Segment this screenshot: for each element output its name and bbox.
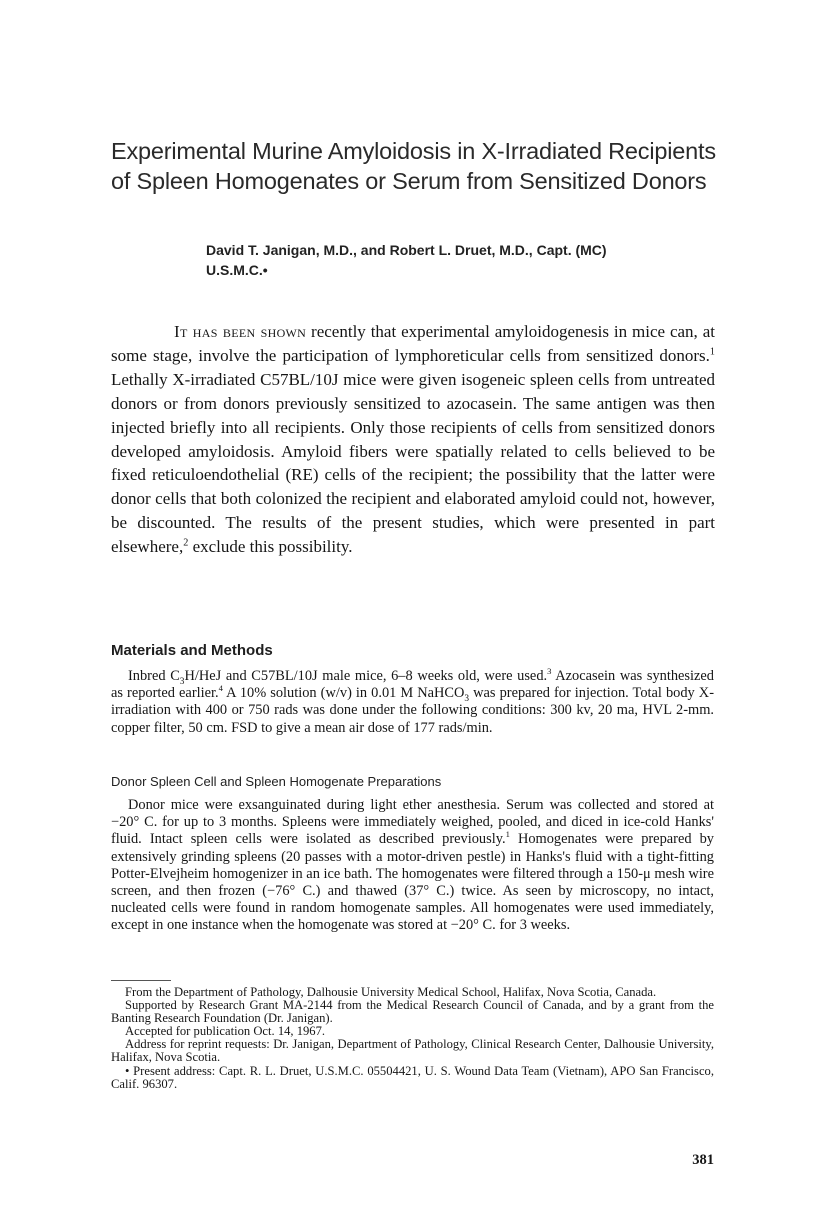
subscript: 3	[464, 694, 470, 705]
article-title: Experimental Murine Amyloidosis in X-Irradiated Recipients of Spleen Homogenates or Serum from Sensitized Donors	[111, 138, 716, 194]
preparations-text-2: Homogenates were prepared by extensively grinding spleens (20 passes with a motor-driven pestle) in Hanks's fluid with a tight-fitting Potter-Elvejheim homogenizer in an ice bath. The homogenates were filtered through a 150-μ mesh wire screen, and then frozen (−76° C.) and thawed (37° C.) twice. As seen by microscopy, no intact, nucleated cells were found in random homogenate samples. All homogenates were used immediately, except in one instance when the homogenate was stored at −20° C. for 3 weeks.	[111, 831, 714, 934]
page-number: 381	[692, 1152, 714, 1168]
materials-text-4: A 10% solution (w/v) in 0.01 M NaHCO	[222, 685, 465, 702]
preparations-text-1: Donor mice were exsanguinated during light ether anesthesia. Serum was collected and stored at −20° C. for up to 3 months. Spleens were immediately weighed, pooled, and diced in ice-cold Hanks' fluid. Intact spleen cells were isolated as described previously.	[111, 797, 714, 848]
materials-text-2: H/HeJ and C57BL/10J male mice, 6–8 weeks old, were used.	[184, 668, 548, 684]
footnote-reprints: Address for reprint requests: Dr. Janigan, Department of Pathology, Clinical Research Center, Dalhousie University, Halifax, Nova Scotia.	[111, 1037, 714, 1065]
preparations-paragraph	[111, 797, 714, 935]
materials-text-3: Azocasein was synthesized as reported earlier.	[111, 668, 714, 702]
footnote-affiliation: From the Department of Pathology, Dalhousie University Medical School, Halifax, Nova Scotia, Canada.	[125, 985, 657, 999]
authors-line-1: David T. Janigan, M.D., and Robert L. Druet, M.D., Capt. (MC)	[206, 242, 607, 258]
ref-marker: 3	[547, 666, 552, 677]
authors-line-2	[206, 260, 726, 280]
materials-text-1: Inbred C	[128, 668, 180, 684]
authors-affiliation: U.S.M.C.	[206, 262, 263, 278]
intro-lead-in: It has been shown	[174, 322, 307, 341]
subsection-heading-preparations: Donor Spleen Cell and Spleen Homogenate Preparations	[111, 774, 442, 789]
author-footnote-mark: •	[262, 262, 268, 278]
intro-text-2: Lethally X-irradiated C57BL/10J mice were given isogeneic spleen cells from untreated donors or from donors previously sensitized to azocasein. The same antigen was then injected briefly into all recipients. Only those recipients of cells from sensitized donors developed amyloidosis. Amyloid fibers were spatially related to cells believed to be fixed reticuloendothelial (RE) cells of the recipient; the possibility that the latter were donor cells that both colonized the recipient and elaborated amyloid could not, however, be discounted. The results of the present studies, which were presented in part elsewhere,	[111, 369, 715, 557]
footnote-divider	[111, 980, 171, 981]
section-heading-materials: Materials and Methods	[111, 642, 273, 659]
ref-marker: 2	[183, 537, 189, 549]
ref-marker: 1	[505, 829, 510, 840]
materials-paragraph	[111, 668, 714, 737]
intro-text-3: exclude this possibility.	[188, 537, 353, 557]
ref-marker: 4	[218, 683, 223, 694]
intro-text-1: recently that experimental amyloidogenesis in mice can, at some stage, involve the participation of lymphoreticular cells from sensitized donors.	[111, 322, 715, 365]
footnote-accepted: Accepted for publication Oct. 14, 1967.	[125, 1024, 326, 1039]
footnote-support: Supported by Research Grant MA-2144 from the Medical Research Council of Canada, and by a grant from the Banting Research Foundation (Dr. Janigan).	[111, 998, 714, 1026]
footnote-present-address: • Present address: Capt. R. L. Druet, U.S.M.C. 05504421, U. S. Wound Data Team (Vietnam), APO San Francisco, Calif. 96307.	[111, 1063, 714, 1091]
materials-text-5: was prepared for injection. Total body X-irradiation with 400 or 750 rads was done under the following conditions: 300 kv, 20 ma, HVL 2-mm. copper filter, 50 cm. FSD to give a mean air dose of 177 rads/min.	[111, 685, 714, 736]
ref-marker: 1	[709, 346, 715, 358]
subscript: 3	[179, 676, 185, 687]
author-block	[206, 240, 726, 280]
footnotes	[111, 986, 714, 1091]
intro-paragraph	[111, 320, 715, 559]
